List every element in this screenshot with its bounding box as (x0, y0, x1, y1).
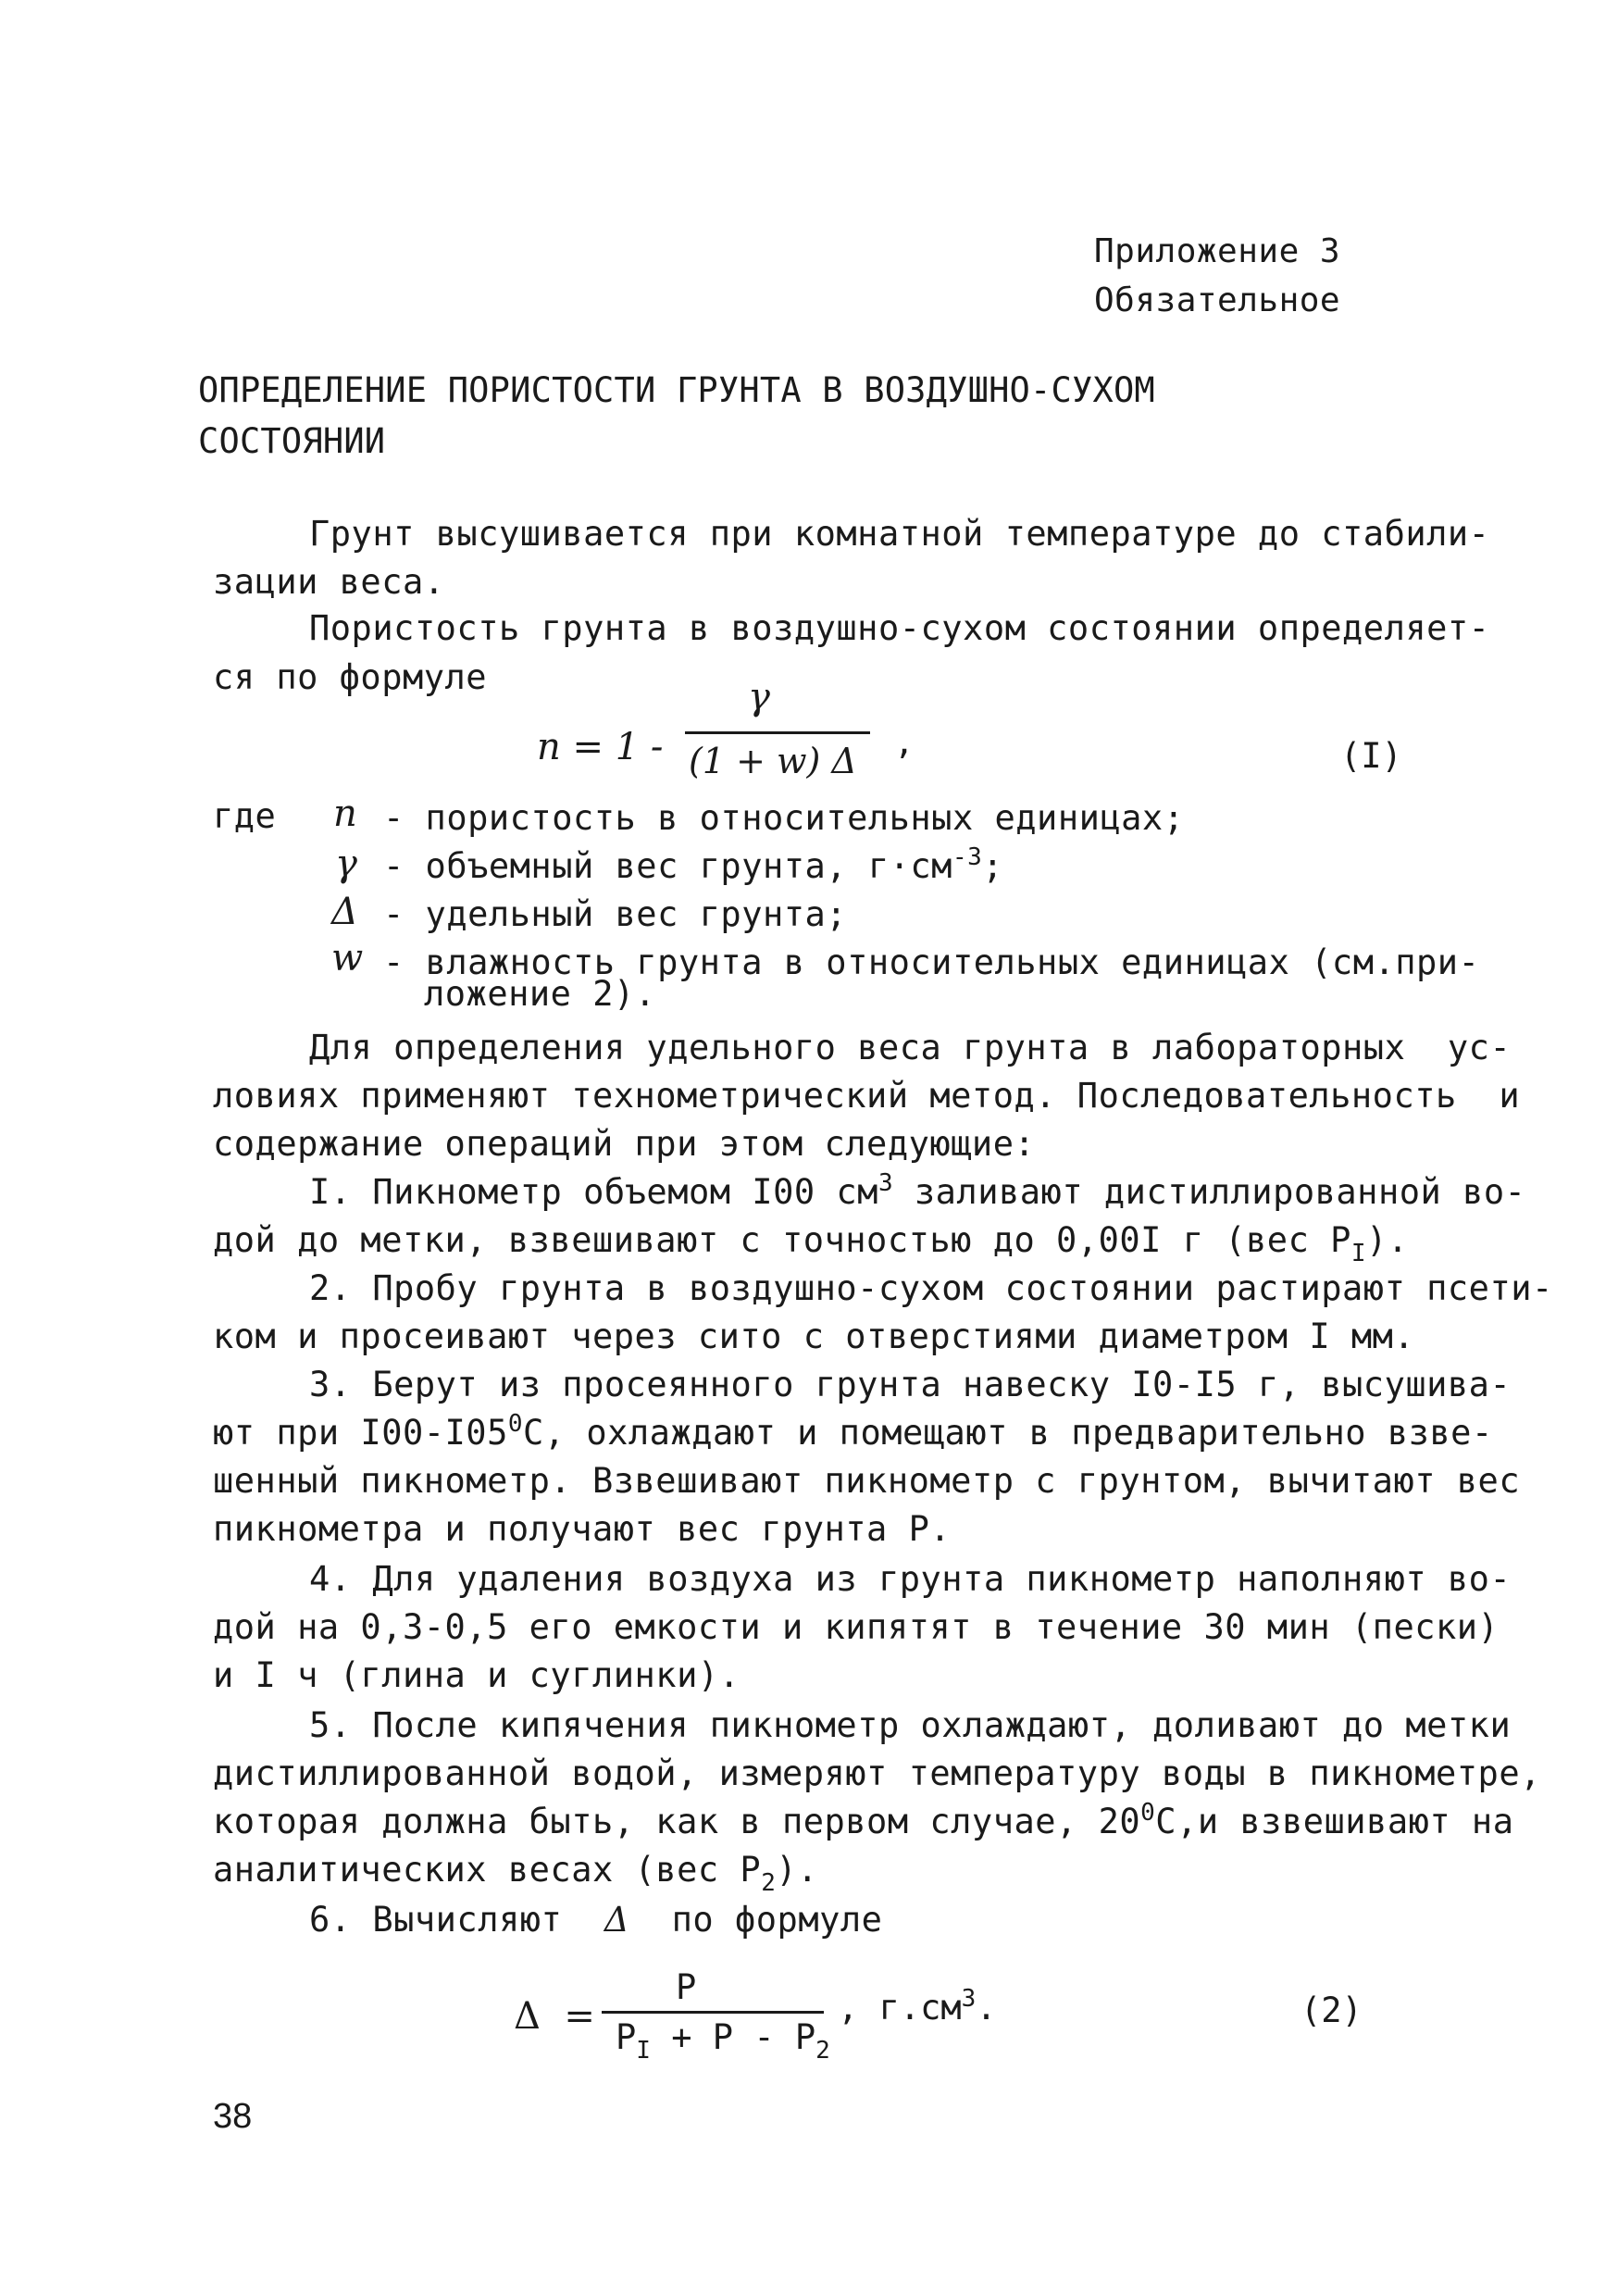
where-symbol-delta: Δ (331, 891, 358, 933)
formula-2-den-rest: + P - P (650, 2017, 816, 2057)
where-definition-delta: - удельный вес грунта; (383, 894, 848, 934)
step-3-line-4: пикнометра и получают вес грунта P. (213, 1509, 952, 1549)
method-line-2: ловиях применяют технометрический метод. Последовательность и (213, 1076, 1521, 1116)
page-number: 38 (213, 2097, 253, 2136)
gamma-definition-text: - объемный вес грунта, г·см (383, 846, 952, 886)
step-6-delta-symbol: Δ (604, 1900, 630, 1940)
formula-porosity (537, 676, 944, 805)
appendix-status: Обязательное (1094, 281, 1341, 319)
where-symbol-gamma: γ (335, 842, 357, 885)
step-1-text-b: заливают дистиллированной во- (893, 1172, 1526, 1212)
formula-2-den-sub-2: 2 (815, 2037, 830, 2065)
formula-2-unit-exponent: 3 (961, 1985, 977, 2013)
appendix-number: Приложение 3 (1094, 232, 1341, 270)
step-4-line-2: дой на 0,3-0,5 его емкости и кипятят в течение 30 мин (пески) (213, 1607, 1500, 1647)
step-1-subscript: I (1350, 1240, 1367, 1267)
step-6-line-1 (309, 1900, 882, 1940)
formula-2-fraction-bar (602, 2011, 824, 2014)
paragraph-1-line-1: Грунт высушивается при комнатной температуре до стабили- (309, 514, 1490, 554)
where-definition-w-line-2: ложение 2). (424, 974, 656, 1014)
formula-1-numerator: γ (748, 676, 770, 718)
step-5-line-3-text-a: которая должна быть, как в первом случае, 20 (213, 1802, 1141, 1841)
step-2-line-2: ком и просеивают через сито с отверстиями диаметром I мм. (213, 1316, 1415, 1356)
step-1-line-2-text-a: дой до метки, взвешивают с точностью до 0,00I г (вес P (213, 1220, 1351, 1260)
step-1-exponent: 3 (877, 1169, 894, 1197)
method-line-1: Для определения удельного веса грунта в лабораторных ус- (309, 1028, 1512, 1067)
step-2-line-1: 2. Пробу грунта в воздушно-сухом состоянии растирают псети- (309, 1268, 1553, 1308)
formula-2-lhs: Δ = (514, 1995, 595, 2038)
gamma-definition-end: ; (982, 846, 1004, 886)
formula-2-number: (2) (1301, 1990, 1363, 2030)
step-6-text-b: по формуле (629, 1900, 883, 1940)
step-5-line-1: 5. После кипячения пикнометр охлаждают, доливают до метки (309, 1705, 1512, 1745)
formula-2-den-sub-1: I (636, 2037, 651, 2065)
step-1-text-a: I. Пикнометр объемом I00 см (309, 1172, 878, 1212)
gamma-unit-exponent: -3 (952, 843, 983, 871)
formula-2-unit (838, 1985, 997, 2028)
step-3-degree: 0 (507, 1410, 524, 1438)
formula-2-unit-end: . (976, 1988, 997, 2028)
title-line-2: СОСТОЯНИИ (198, 421, 386, 461)
paragraph-2-line-1: Пористость грунта в воздушно-сухом состоянии определяет- (309, 608, 1490, 648)
step-5-line-4-text-a: аналитических весах (вес P (213, 1850, 762, 1890)
where-definition-gamma (383, 843, 1004, 887)
formula-2-denominator (616, 2017, 830, 2065)
step-5-line-4-text-b: ). (776, 1850, 818, 1890)
step-3-line-2 (213, 1410, 1493, 1454)
formula-1-comma: , (894, 724, 915, 762)
step-4-line-3: и I ч (глина и суглинки). (213, 1655, 741, 1695)
where-definition-n: - пористость в относительных единицах; (383, 798, 1185, 838)
formula-1-fraction-bar (685, 731, 870, 734)
step-1-line-2 (213, 1220, 1409, 1267)
step-5-degree: 0 (1140, 1799, 1156, 1827)
where-symbol-n: n (333, 792, 357, 835)
where-label: где (213, 796, 277, 836)
step-5-line-3-text-b: С,и взвешивают на (1155, 1802, 1514, 1841)
formula-1-denominator: (1 + w) Δ (689, 741, 857, 781)
formula-2-unit-text: , г.см (838, 1988, 962, 2028)
formula-specific-weight (514, 1967, 1088, 2069)
step-5-line-4 (213, 1850, 818, 1897)
step-5-line-3 (213, 1799, 1514, 1842)
step-3-line-2-text-b: С, охлаждают и помещают в предварительно взве- (523, 1413, 1493, 1453)
step-3-line-3: шенный пикнометр. Взвешивают пикнометр с грунтом, вычитают вес (213, 1461, 1521, 1501)
step-5-subscript: 2 (761, 1869, 777, 1897)
method-line-3: содержание операций при этом следующие: (213, 1124, 1036, 1164)
step-6-text-a: 6. Вычисляют (309, 1900, 604, 1940)
paragraph-1-line-2: зации веса. (213, 562, 445, 602)
step-1-line-1 (309, 1169, 1526, 1213)
formula-2-numerator: P (676, 1967, 697, 2007)
formula-2-den-p1: P (616, 2017, 637, 2057)
where-definition-w-line-1: - влажность грунта в относительных единицах (см.при- (383, 942, 1480, 982)
step-3-line-1: 3. Берут из просеянного грунта навеску I0-I5 г, высушива- (309, 1365, 1512, 1404)
step-5-line-2: дистиллированной водой, измеряют температуру воды в пикнометре, (213, 1753, 1541, 1793)
title-line-1: ОПРЕДЕЛЕНИЕ ПОРИСТОСТИ ГРУНТА В ВОЗДУШНО-СУХОМ (198, 370, 1155, 410)
step-1-line-2-text-b: ). (1366, 1220, 1409, 1260)
formula-1-lhs: n = 1 - (537, 726, 676, 768)
step-4-line-1: 4. Для удаления воздуха из грунта пикнометр наполняют во- (309, 1559, 1512, 1599)
paragraph-2-line-2: ся по формуле (213, 657, 488, 697)
step-3-line-2-text-a: ют при I00-I05 (213, 1413, 508, 1453)
formula-1-number: (I) (1340, 736, 1402, 776)
where-symbol-w: w (331, 937, 364, 980)
